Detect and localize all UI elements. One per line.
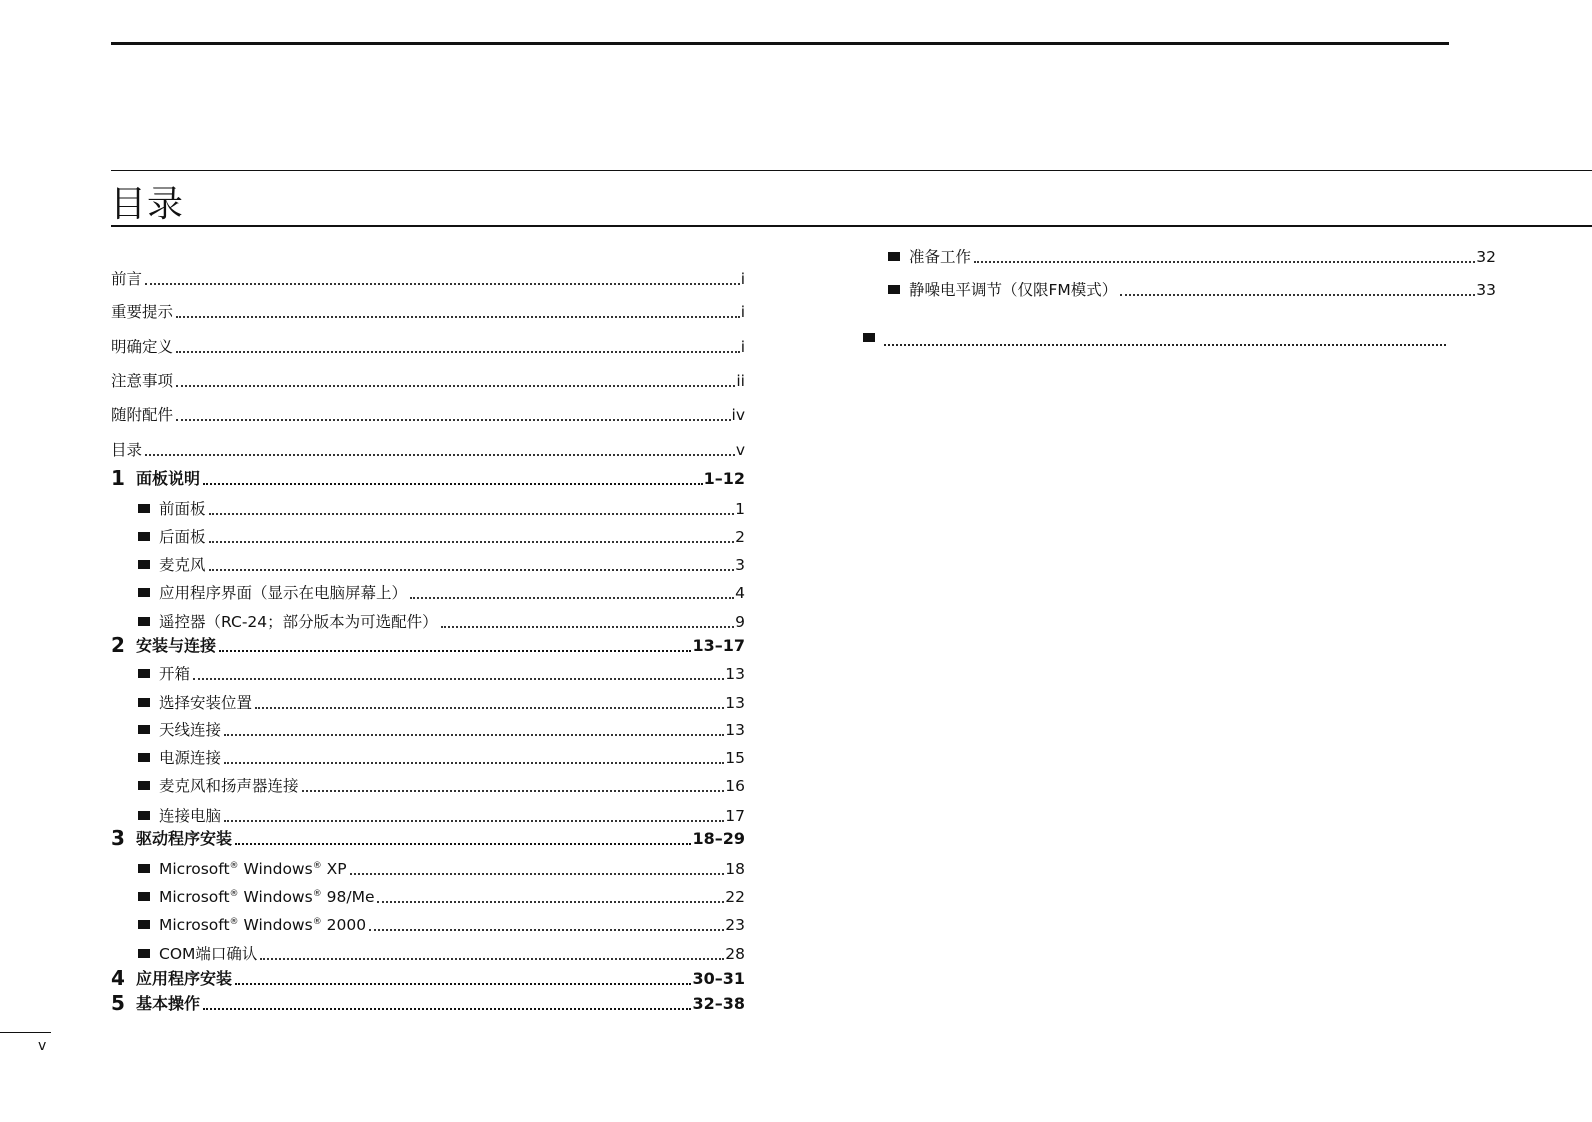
toc-entry-label: 天线连接 [159, 721, 222, 739]
toc-entry-label: 前言 [111, 270, 143, 288]
dot-leader [377, 901, 724, 903]
toc-entry-page: 13 [725, 694, 745, 712]
toc-subentry[interactable] [138, 744, 745, 768]
toc-entry[interactable] [111, 401, 745, 425]
square-bullet-icon [138, 811, 150, 820]
footer-rule [0, 1032, 51, 1033]
square-bullet-icon [138, 725, 150, 734]
toc-chapter-pages: 1–12 [703, 469, 745, 488]
toc-entry-label: 前面板 [159, 500, 206, 518]
toc-chapter[interactable] [111, 632, 745, 656]
dot-leader [1120, 294, 1475, 296]
square-bullet-icon [138, 532, 150, 541]
square-bullet-icon [138, 588, 150, 597]
dot-leader [260, 958, 724, 960]
toc-subentry[interactable] [138, 772, 745, 796]
toc-subentry[interactable] [138, 940, 745, 964]
dot-leader [235, 843, 691, 845]
dot-leader [350, 873, 725, 875]
toc-entry-page: 2 [735, 528, 745, 546]
toc-entry-label: 目录 [111, 441, 143, 459]
dot-leader [884, 344, 1446, 346]
toc-entry-label: COM端口确认 [159, 945, 258, 963]
toc-entry[interactable] [111, 367, 745, 391]
dot-leader [410, 597, 734, 599]
square-bullet-icon [138, 864, 150, 873]
square-bullet-icon [138, 920, 150, 929]
square-bullet-icon [138, 781, 150, 790]
square-bullet-icon [138, 560, 150, 569]
toc-entry-page: 15 [725, 749, 745, 767]
square-bullet-icon [138, 504, 150, 513]
dot-leader [176, 316, 740, 318]
toc-subentry[interactable] [138, 523, 745, 547]
toc-entry-page: 16 [725, 777, 745, 795]
toc-entry-page: 3 [735, 556, 745, 574]
square-bullet-icon [138, 669, 150, 678]
toc-empty-entry [863, 330, 1447, 350]
toc-entry-page: 28 [725, 945, 745, 963]
chapter-number: 1 [111, 466, 125, 490]
dot-leader [302, 790, 725, 792]
toc-subentry[interactable] [138, 608, 745, 632]
toc-entry-label: 随附配件 [111, 406, 174, 424]
toc-entry-page: i [740, 270, 745, 288]
footer-page-number: v [38, 1038, 47, 1054]
dot-leader [255, 707, 724, 709]
toc-chapter-pages: 30–31 [692, 969, 745, 988]
page-title: 目录 [110, 184, 185, 225]
toc-chapter-pages: 32–38 [692, 994, 745, 1013]
chapter-number: 3 [111, 826, 125, 850]
dot-leader [203, 1008, 691, 1010]
toc-entry-page: 23 [725, 916, 745, 934]
toc-entry[interactable] [111, 436, 745, 460]
chapter-number: 2 [111, 633, 125, 657]
title-top-rule [111, 170, 1592, 171]
dot-leader [224, 734, 724, 736]
toc-entry-page: 17 [725, 807, 745, 825]
dot-leader [235, 983, 691, 985]
toc-entry-label: 应用程序界面（显示在电脑屏幕上） [159, 584, 408, 602]
toc-entry-page: 13 [725, 665, 745, 683]
toc-entry-label: 电源连接 [159, 749, 222, 767]
toc-entry-label: 后面板 [159, 528, 206, 546]
dot-leader [209, 541, 735, 543]
toc-entry-page: 1 [735, 500, 745, 518]
toc-subentry[interactable] [138, 883, 745, 907]
toc-chapter-label: 应用程序安装 [136, 969, 233, 988]
square-bullet-icon [138, 892, 150, 901]
chapter-number: 5 [111, 991, 125, 1015]
dot-leader [224, 762, 724, 764]
toc-entry-label: 明确定义 [111, 338, 174, 356]
toc-entry[interactable] [111, 265, 745, 289]
toc-chapter-label: 驱动程序安装 [136, 829, 233, 848]
square-bullet-icon [888, 285, 900, 294]
toc-entry-label: 开箱 [159, 665, 191, 683]
toc-entry-label: Microsoft® Windows® XP [159, 860, 347, 878]
toc-subentry[interactable] [138, 855, 745, 879]
toc-entry-page: i [740, 338, 745, 356]
square-bullet-icon [138, 617, 150, 626]
square-bullet-icon [863, 333, 875, 342]
toc-entry-page: ii [736, 372, 745, 390]
square-bullet-icon [138, 698, 150, 707]
toc-chapter[interactable] [111, 825, 745, 849]
dot-leader [209, 513, 735, 515]
dot-leader [193, 678, 724, 680]
toc-subentry[interactable] [888, 276, 1496, 300]
toc-subentry[interactable] [138, 660, 745, 684]
toc-entry-page: 33 [1476, 281, 1496, 299]
toc-chapter[interactable] [111, 465, 745, 489]
toc-entry-label: 连接电脑 [159, 807, 222, 825]
dot-leader [974, 261, 1475, 263]
title-bottom-rule [111, 225, 1592, 227]
dot-leader [219, 650, 691, 652]
toc-chapter-label: 面板说明 [136, 469, 201, 488]
toc-entry-label: 准备工作 [909, 248, 972, 266]
toc-entry-page: 22 [725, 888, 745, 906]
dot-leader [145, 454, 735, 456]
toc-entry[interactable] [111, 333, 745, 357]
toc-subentry[interactable] [138, 716, 745, 740]
toc-chapter-pages: 13–17 [692, 636, 745, 655]
toc-chapter-label: 基本操作 [136, 994, 201, 1013]
square-bullet-icon [138, 753, 150, 762]
dot-leader [203, 483, 703, 485]
toc-chapter[interactable] [111, 965, 745, 989]
toc-subentry[interactable] [138, 495, 745, 519]
dot-leader [369, 929, 724, 931]
toc-entry-label: 麦克风和扬声器连接 [159, 777, 299, 795]
toc-subentry[interactable] [138, 689, 745, 713]
toc-subentry[interactable] [138, 551, 745, 575]
toc-subentry[interactable] [138, 802, 745, 826]
toc-subentry[interactable] [138, 911, 745, 935]
toc-entry-label: 遥控器（RC-24；部分版本为可选配件） [159, 613, 438, 631]
toc-entry-page: 4 [735, 584, 745, 602]
dot-leader [176, 419, 731, 421]
toc-entry-label: 注意事项 [111, 372, 174, 390]
dot-leader [441, 626, 734, 628]
dot-leader [176, 385, 735, 387]
toc-entry-page: 32 [1476, 248, 1496, 266]
toc-entry-page: 18 [725, 860, 745, 878]
dot-leader [209, 569, 735, 571]
toc-entry-label: Microsoft® Windows® 98/Me [159, 888, 375, 906]
toc-chapter-label: 安装与连接 [136, 636, 217, 655]
toc-entry-page: iv [731, 406, 745, 424]
toc-entry-page: v [735, 441, 745, 459]
header-rule [111, 42, 1449, 45]
chapter-number: 4 [111, 966, 125, 990]
toc-subentry[interactable] [138, 579, 745, 603]
square-bullet-icon [138, 949, 150, 958]
toc-chapter[interactable] [111, 990, 745, 1014]
toc-entry-label: 麦克风 [159, 556, 206, 574]
toc-entry-label: 选择安装位置 [159, 694, 253, 712]
toc-entry-page: 9 [735, 613, 745, 631]
toc-subentry[interactable] [888, 243, 1496, 267]
toc-entry-label: Microsoft® Windows® 2000 [159, 916, 367, 934]
square-bullet-icon [888, 252, 900, 261]
dot-leader [176, 351, 740, 353]
dot-leader [224, 820, 724, 822]
toc-entry-label: 静噪电平调节（仅限FM模式） [909, 281, 1118, 299]
toc-entry-label: 重要提示 [111, 303, 174, 321]
toc-entry-page: 13 [725, 721, 745, 739]
toc-entry-page: i [740, 303, 745, 321]
toc-entry[interactable] [111, 298, 745, 322]
dot-leader [145, 283, 740, 285]
toc-chapter-pages: 18–29 [692, 829, 745, 848]
